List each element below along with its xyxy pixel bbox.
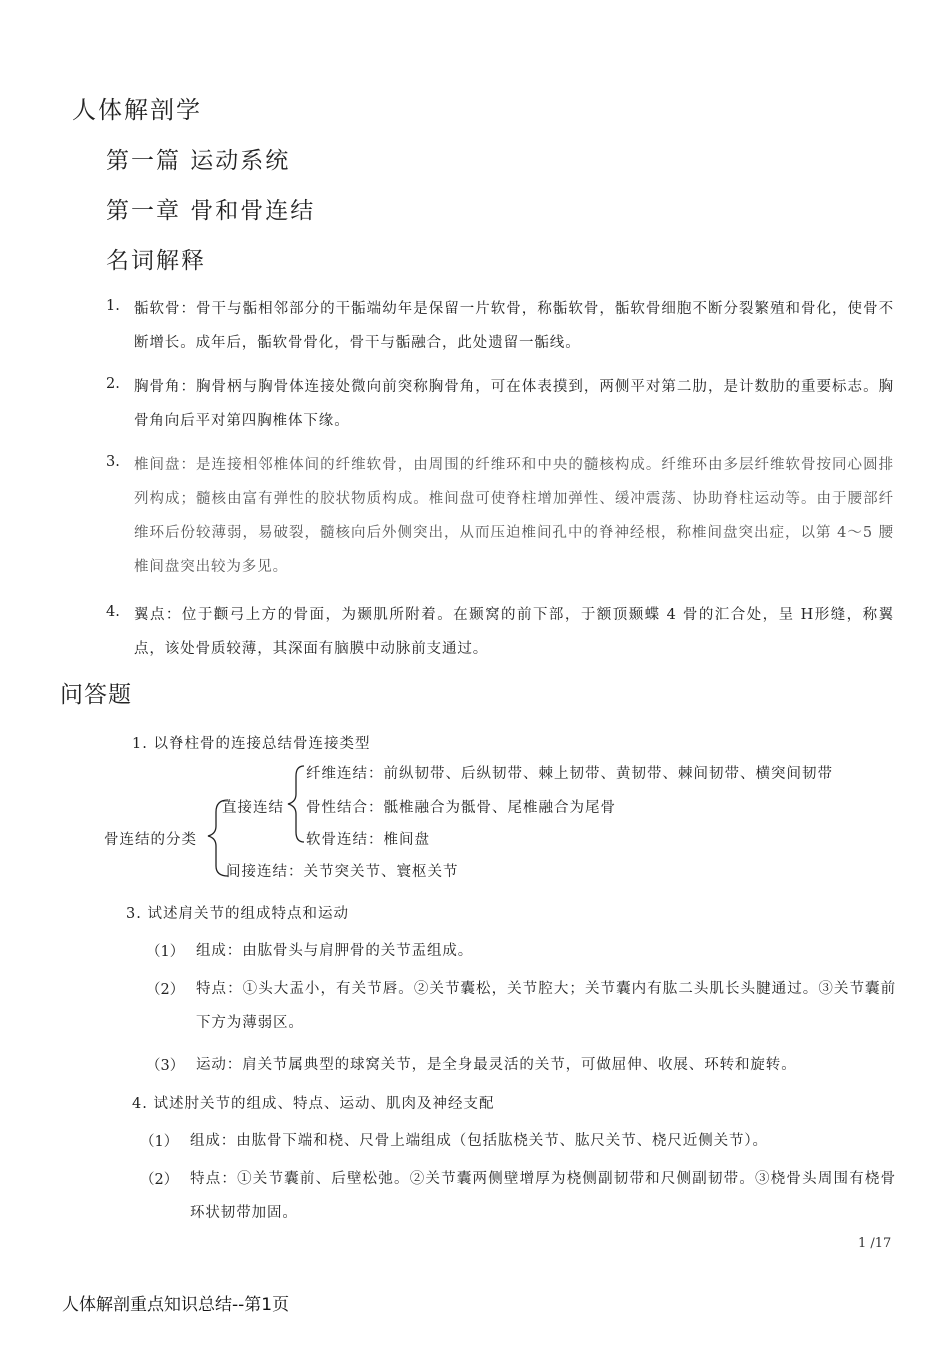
item-number: （1）	[146, 944, 185, 960]
tree-direct-label: 直接连结	[222, 800, 284, 816]
direct-brace	[288, 766, 304, 842]
term-number: 2.	[106, 376, 120, 392]
item-number: （2）	[140, 1172, 179, 1188]
term-definition: 翼点：位于颧弓上方的骨面，为颞肌所附着。在颞窝的前下部，于额顶颞蝶 4 骨的汇合处，呈 H形缝，称翼点，该处骨质较薄，其深面有脑膜中动脉前支通过。	[134, 607, 894, 657]
item-text: 特点：①关节囊前、后壁松弛。②关节囊两侧壁增厚为桡侧副韧带和尺侧副韧带。③桡骨头周围有桡骨环状韧带加固。	[190, 1171, 896, 1221]
item-number: （1）	[140, 1134, 179, 1150]
term-definition: 骺软骨：骨干与骺相邻部分的干骺端幼年是保留一片软骨，称骺软骨，骺软骨细胞不断分裂繁殖和骨化，使骨不断增长。成年后，骺软骨骨化，骨干与骺融合，此处遗留一骺线。	[134, 301, 894, 351]
term-number: 1.	[106, 298, 120, 314]
part-title: 第一篇 运动系统	[106, 148, 291, 174]
item-text: 运动：肩关节属典型的球窝关节，是全身最灵活的关节，可做屈伸、收展、环转和旋转。	[196, 1057, 797, 1073]
footer-text: 人体解剖重点知识总结--第1页	[62, 1295, 290, 1315]
document-title: 人体解剖学	[72, 96, 202, 124]
tree-item: 骨性结合：骶椎融合为骶骨、尾椎融合为尾骨	[306, 800, 616, 816]
tree-indirect-label: 间接连结：关节突关节、寰枢关节	[226, 864, 459, 880]
chapter-title: 第一章 骨和骨连结	[106, 198, 316, 224]
item-text: 特点：①头大盂小，有关节唇。②关节囊松，关节腔大；关节囊内有肱二头肌长头腱通过。③关节囊前下方为薄弱区。	[196, 981, 896, 1031]
term-definition: 椎间盘：是连接相邻椎体间的纤维软骨，由周围的纤维环和中央的髓核构成。纤维环由多层纤维软骨按同心圆排列构成；髓核由富有弹性的胶状物质构成。椎间盘可使脊柱增加弹性、缓冲震荡、协助脊柱运动等。由于腰部纤维环后份较薄弱，易破裂，髓核向后外侧突出，从而压迫椎间孔中的脊神经根，称椎间盘突出症，以第 4～5 腰椎间盘突出较为多见。	[134, 457, 894, 575]
item-text: 组成：由肱骨头与肩胛骨的关节盂组成。	[196, 943, 474, 959]
term-number: 3.	[106, 454, 120, 470]
term-section-title: 名词解释	[106, 248, 206, 274]
term-number: 4.	[106, 604, 120, 620]
tree-root-label: 骨连结的分类	[104, 832, 197, 848]
item-text: 组成：由肱骨下端和桡、尺骨上端组成（包括肱桡关节、肱尺关节、桡尺近侧关节）。	[190, 1133, 768, 1149]
page-number: 1 /17	[858, 1236, 892, 1251]
tree-item: 软骨连结：椎间盘	[306, 832, 430, 848]
question-title: 4. 试述肘关节的组成、特点、运动、肌肉及神经支配	[132, 1096, 495, 1112]
question-title: 3. 试述肩关节的组成特点和运动	[126, 906, 349, 922]
tree-item: 纤维连结：前纵韧带、后纵韧带、棘上韧带、黄韧带、棘间韧带、横突间韧带	[306, 766, 833, 782]
qa-section-title: 问答题	[60, 682, 132, 708]
item-number: （3）	[146, 1058, 185, 1074]
item-number: （2）	[146, 982, 185, 998]
question-title: 1. 以脊柱骨的连接总结骨连接类型	[132, 736, 371, 752]
term-definition: 胸骨角：胸骨柄与胸骨体连接处微向前突称胸骨角，可在体表摸到，两侧平对第二肋，是计数肋的重要标志。胸骨角向后平对第四胸椎体下缘。	[134, 379, 894, 429]
